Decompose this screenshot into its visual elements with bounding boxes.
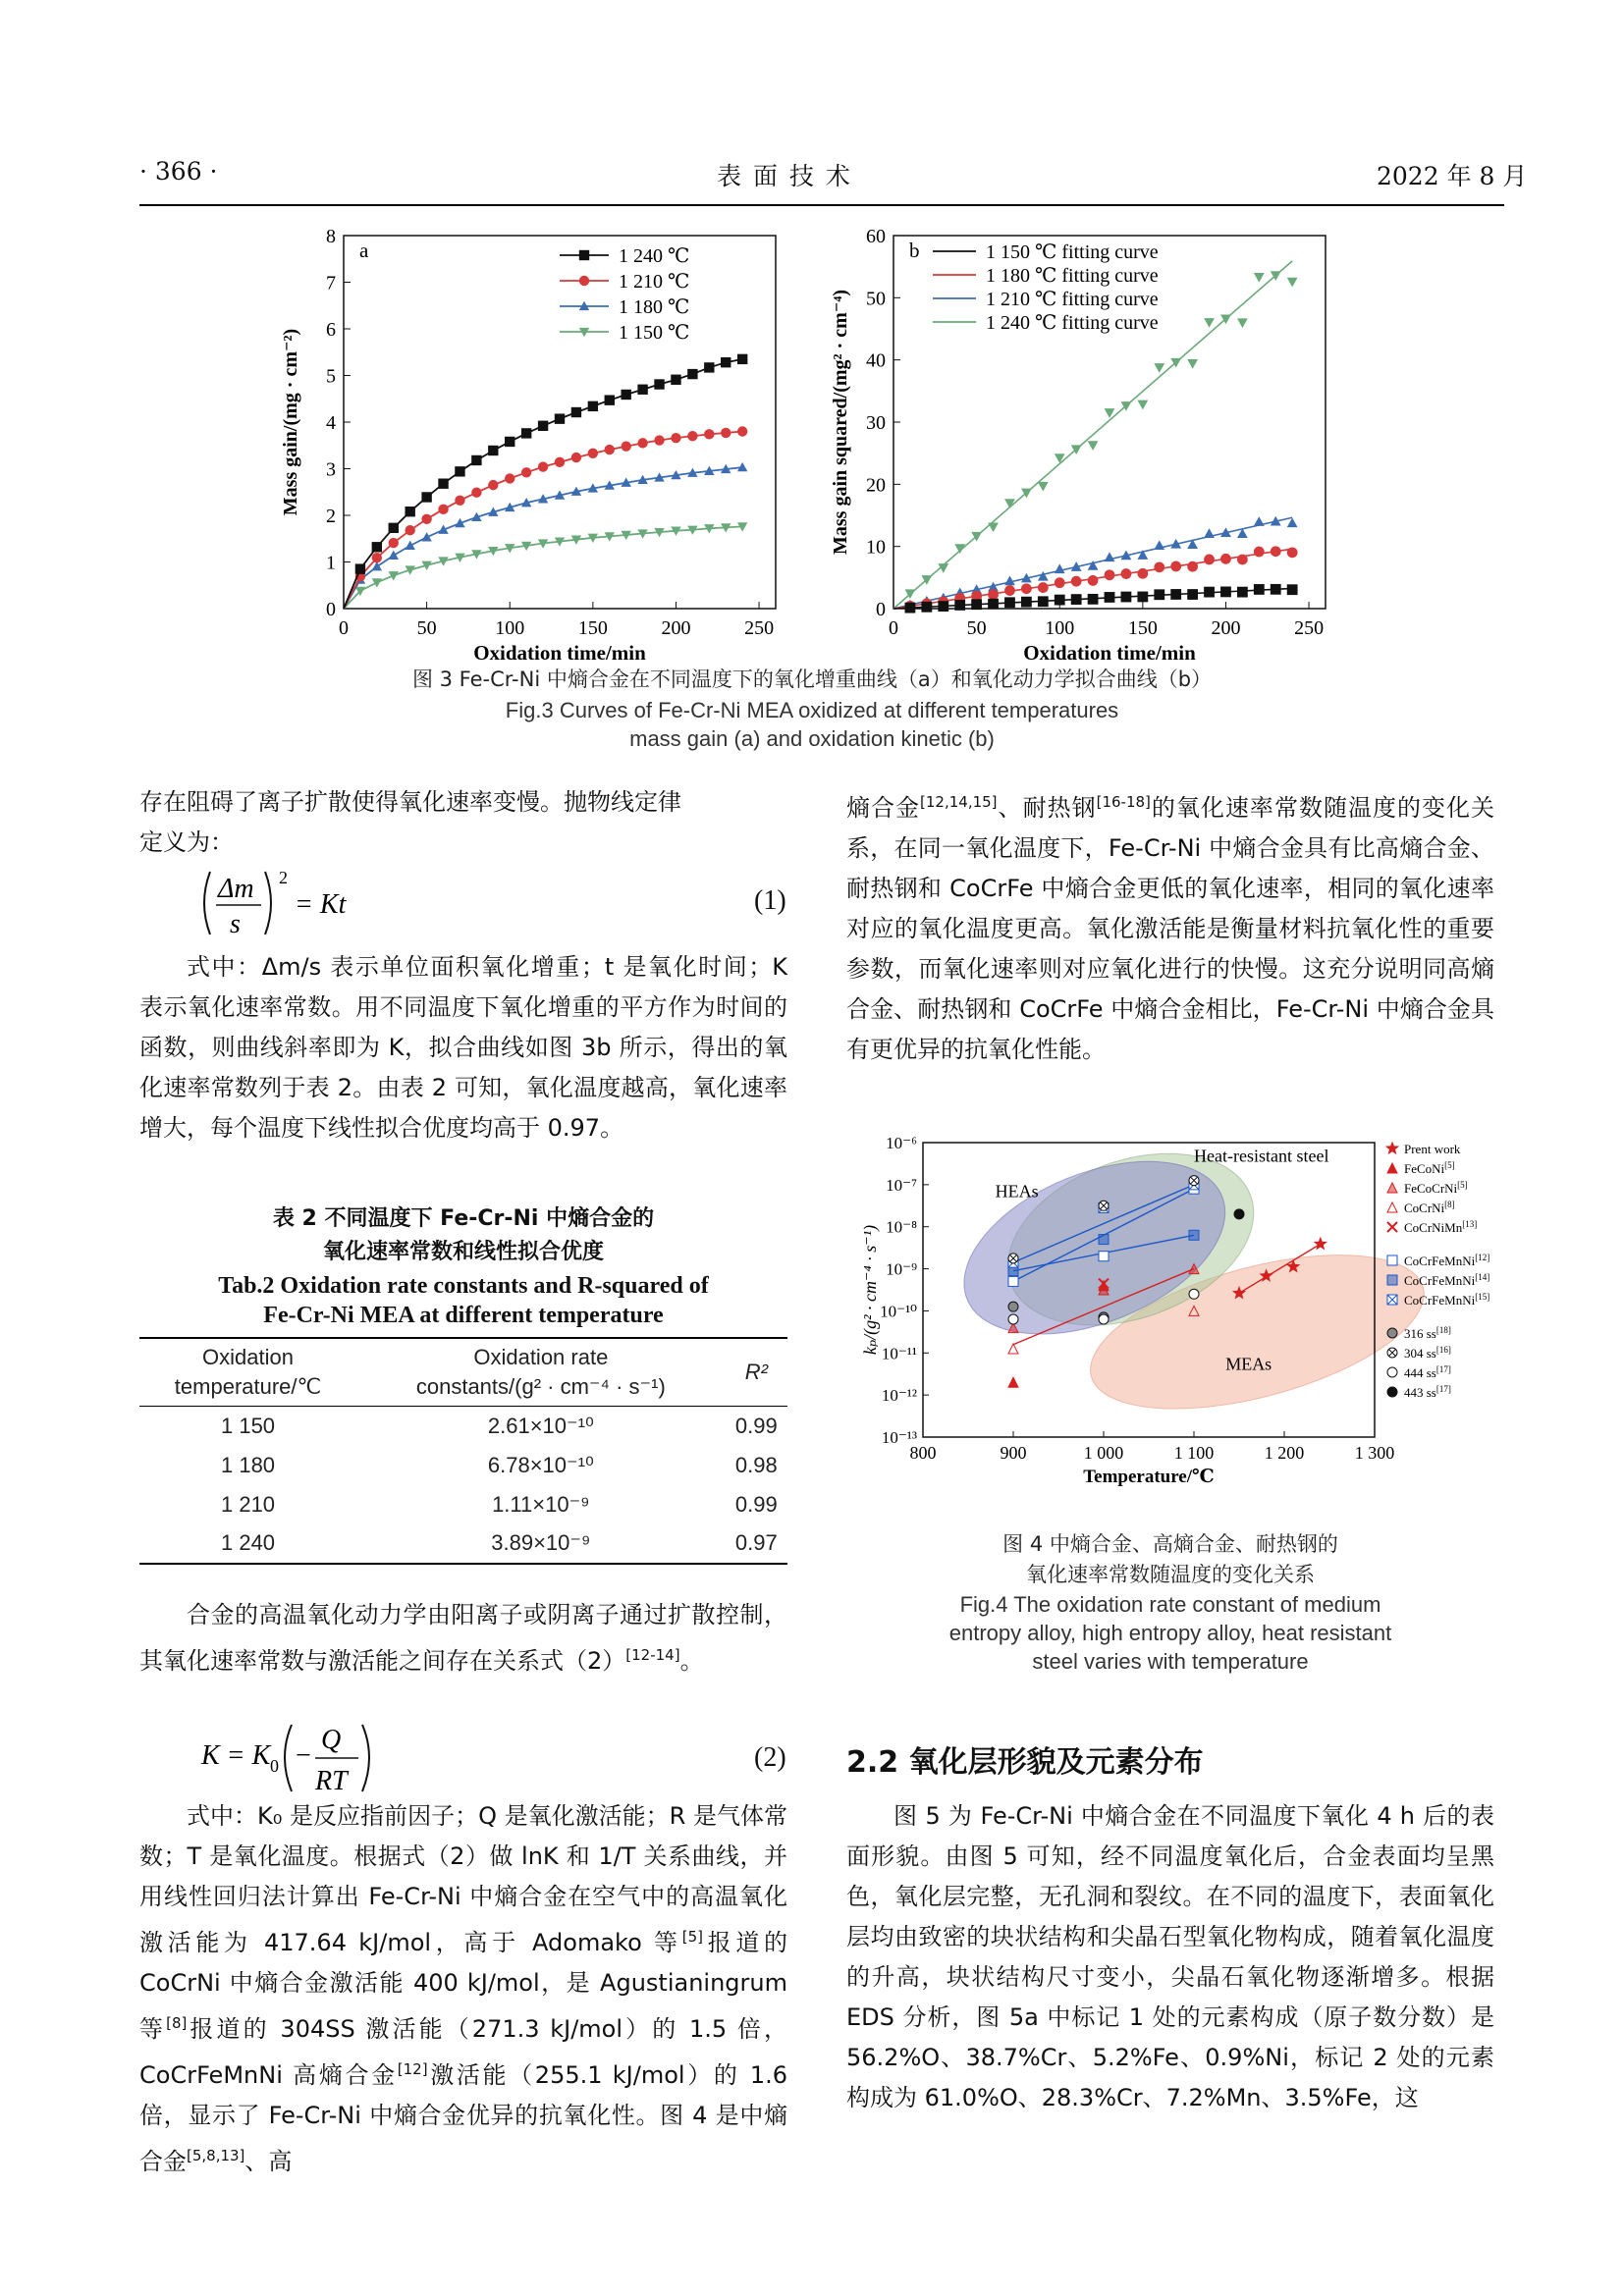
y-tick-label: 10 [866,536,886,559]
fig3b-chart [825,224,1335,665]
y-tick-label: 50 [866,288,886,310]
data-point [1254,584,1265,595]
data-point [555,413,565,423]
x-tick-label: 200 [661,617,691,639]
data-point [1237,318,1248,328]
fig3-caption-en-2: mass gain (a) and oxidation kinetic (b) [629,726,995,751]
data-point [1008,1377,1018,1387]
y-tick-label: 40 [866,349,886,372]
data-point [355,563,365,573]
legend-label: Prent work [1404,1142,1461,1156]
issue-date: 2022 年 8 月 [1377,162,1528,190]
fig4-caption-en-2: entropy alloy, high entropy alloy, heat resistant [948,1621,1392,1645]
series-line [344,359,742,609]
data-point [1021,597,1032,608]
data-point [1287,547,1298,558]
x-tick-label: 900 [1000,1443,1027,1463]
data-point [737,462,747,471]
data-point [1055,454,1065,463]
data-point [721,428,731,438]
svg-text:RT: RT [315,1766,348,1796]
data-point [1105,552,1115,561]
data-point [1237,555,1248,565]
data-point [1187,359,1198,369]
legend-label: CoCrNi[8] [1404,1200,1455,1215]
data-point [372,553,382,562]
data-point [1387,1328,1397,1338]
data-point [1237,587,1248,598]
data-point [521,467,531,477]
data-point [1088,441,1099,451]
y-tick-label: 7 [326,272,336,294]
data-point [971,599,982,610]
legend-label: FeCoNi[5] [1404,1160,1455,1176]
x-tick-label: 50 [416,617,437,639]
data-point [1234,1209,1244,1219]
data-point [687,431,697,441]
y-tick-label: 8 [326,226,336,247]
data-point [1254,516,1265,526]
eq1-numerator: Δm [218,874,254,904]
legend-label: CoCrFeMnNi[12] [1404,1253,1490,1268]
svg-text:= Kt: = Kt [295,889,347,920]
data-point [1099,1235,1109,1245]
data-point [1387,1255,1397,1265]
data-point [1105,592,1115,603]
data-point [1004,585,1015,596]
data-point [405,541,414,550]
data-point [1204,587,1215,598]
table2-title-zh-1: 表 2 不同温度下 Fe-Cr-Ni 中熵合金的 [272,1206,655,1231]
y-tick-label: 60 [866,226,886,247]
legend-ref: [8] [1444,1200,1455,1209]
data-point [1008,1276,1018,1286]
data-point [588,449,598,458]
data-point [488,446,498,455]
data-point [1055,563,1065,573]
data-point [588,401,598,411]
data-point [372,578,382,587]
fig4-caption-en-3: steel varies with temperature [1032,1649,1309,1674]
left-para-2: 式中：Δm/s 表示单位面积氧化增重；t 是氧化时间；K 表示氧化速率常数。用不同温度下氧化增重的平方作为时间的函数，则曲线斜率即为 K，拟合曲线如图 3b 所示，得出的氧化速率常数列于表 2。由表 2 可知，氧化温度越高，氧化速率增大，每个温度下线性拟合优度均高于 0.97。 [139,953,787,1142]
data-point [1271,584,1281,595]
data-point [405,507,414,516]
y-tick-label: 10⁻¹² [881,1386,917,1406]
x-tick-label: 150 [1127,617,1158,639]
data-point [1187,561,1198,572]
table2 [139,1337,787,1565]
data-point [405,525,414,535]
data-point [1189,1289,1199,1299]
fig3a-chart [275,224,805,665]
svg-text:2: 2 [279,868,288,887]
right-para-2: 图 5 为 Fe-Cr-Ni 中熵合金在不同温度下氧化 4 h 后的表面形貌。由图 5 可知，经不同温度氧化后，合金表面均呈黑色，氧化层完整，无孔洞和裂纹。在不同的温度下，表面氧化层均由致密的块状结构和尖晶石型氧化物构成，随着氧化温度的升高，块状结构尺寸变小，尖晶石氧化物逐渐增多。根据 EDS 分析，图 5a 中标记 1 处的元素构成（原子数分数）是 56.2%O、38.7%Cr、5.2%Fe、0.9%Ni，标记 2 处的元素构成为 61.0%O、28.3%Cr、7.2%Mn、3.5%Fe，这 [846,1802,1494,2111]
left-para-3: 合金的高温氧化动力学由阳离子或阴离子通过扩散控制，其氧化速率常数与激活能之间存在关系式（2）[12-14]。 [139,1601,787,1675]
region-label-heas: HEAs [995,1181,1039,1201]
fig4-caption-en-1: Fig.4 The oxidation rate constant of medium [959,1592,1381,1617]
legend-label: 443 ss[17] [1404,1384,1451,1400]
series-line [344,432,742,610]
table-row: 1 180 6.78×10⁻¹⁰ 0.98 [220,1452,778,1477]
y-tick-label: 4 [326,412,336,434]
data-point [1071,594,1082,605]
data-point [1254,273,1265,283]
data-point [1154,589,1164,600]
page-number: · 366 · [139,157,218,186]
data-point [579,276,589,286]
fig3-caption-zh: 图 3 Fe-Cr-Ni 中熵合金在不同温度下的氧化增重曲线（a）和氧化动力学拟合曲线（b） [411,667,1213,691]
y-axis-label: Mass gain/(mg · cm⁻²) [280,328,301,516]
x-axis-label: Oxidation time/min [473,641,646,665]
legend-ref: [5] [1457,1180,1468,1190]
data-point [988,522,999,532]
y-axis-label: kₚ/(g² · cm⁻⁴ · s⁻¹) [860,1224,880,1356]
svg-text:−: − [296,1740,311,1771]
data-point [1387,1367,1397,1377]
data-point [505,437,514,447]
data-point [1154,561,1164,572]
data-point [671,375,680,385]
legend-label: 1 240 ℃ [619,245,690,267]
data-point [1154,540,1164,550]
data-point [1387,1163,1397,1173]
data-point [471,455,481,465]
data-point [654,435,664,445]
data-point [954,600,965,611]
legend-label: 316 ss[18] [1404,1325,1451,1341]
y-tick-label: 10⁻⁷ [886,1175,917,1195]
data-point [1387,1387,1397,1397]
data-point [654,379,664,389]
data-point [1008,1314,1018,1324]
data-point [455,496,464,506]
data-point [421,532,431,541]
legend-ref: [12] [1475,1253,1490,1262]
data-point [1387,1222,1397,1232]
right-para-1: 熵合金[12,14,15]、耐热钢[16-18]的氧化速率常数随温度的变化关系，在同一氧化温度下，Fe-Cr-Ni 中熵合金具有比高熵合金、耐热钢和 CoCrFe 中熵合金更低的氧化速率，相同的氧化速率对应的氧化温度更高。氧化激活能是衡量材料抗氧化性的重要参数，而氧化速率则对应氧化进行的快慢。这充分说明同高熵合金、耐热钢和 CoCrFe 中熵合金相比，Fe-Cr-Ni 中熵合金具有更优异的抗氧化性能。 [846,793,1495,1063]
data-point [737,426,747,436]
data-point [1287,584,1298,595]
table2-header-rate: Oxidation rate constants/(g² · cm⁻⁴ · s⁻¹) [356,1338,726,1407]
data-point [1055,577,1065,588]
data-point [921,602,932,613]
x-axis-label: Temperature/℃ [1083,1467,1215,1487]
data-point [389,551,399,560]
data-point [455,466,464,476]
data-point [1099,1252,1109,1261]
data-point [1170,589,1181,600]
y-tick-label: 10⁻⁹ [886,1259,917,1279]
data-point [605,395,615,404]
x-tick-label: 1 200 [1264,1443,1305,1463]
legend-ref: [5] [1444,1160,1455,1170]
equation-1-number: (1) [754,885,786,916]
y-tick-label: 0 [876,599,886,620]
data-point [988,599,999,610]
data-point [488,480,498,490]
data-point [1220,587,1231,598]
data-point [1038,582,1049,593]
legend-ref: [18] [1435,1325,1451,1335]
legend-ref: [16] [1435,1345,1451,1355]
table2-header-r2: R² [726,1338,787,1407]
data-point [1189,1230,1199,1240]
region-label-meas: MEAs [1225,1354,1272,1374]
x-tick-label: 50 [966,617,987,639]
table2-title-en-2: Fe-Cr-Ni MEA at different temperature [263,1303,664,1328]
y-tick-label: 10⁻¹⁰ [880,1302,917,1321]
data-point [1254,547,1265,558]
data-point [1021,583,1032,594]
data-point [1220,554,1231,564]
data-point [1137,592,1148,603]
left-para-1: 存在阻碍了离子扩散使得氧化速率变慢。抛物线定律 定义为： [139,788,681,856]
legend-label: 1 240 ℃ fitting curve [986,312,1159,334]
x-tick-label: 100 [1045,617,1075,639]
data-point [1137,400,1148,410]
data-point [579,250,589,260]
fig4-caption-zh-2: 氧化速率常数随温度的变化关系 [1026,1563,1315,1586]
data-point [1099,1314,1109,1324]
data-point [737,354,747,364]
data-point [605,445,615,454]
x-tick-label: 1 300 [1354,1443,1395,1463]
fig4-caption-zh-1: 图 4 中熵合金、高熵合金、耐热钢的 [1002,1532,1338,1556]
data-point [389,571,399,580]
data-point [555,457,565,467]
legend-ref: [14] [1475,1272,1490,1282]
legend-label: 1 210 ℃ [619,271,690,293]
data-point [1314,1237,1327,1251]
data-point [505,473,514,483]
legend-label: CoCrFeMnNi[15] [1404,1292,1490,1308]
data-point [905,603,916,614]
panel-label: b [909,239,920,262]
data-point [1137,568,1148,579]
x-tick-label: 0 [889,617,898,639]
equation-2-number: (2) [754,1742,786,1773]
equation-2 [201,1713,398,1801]
table-row: 1 150 2.61×10⁻¹⁰ 0.99 [220,1413,778,1438]
data-point [1187,589,1198,600]
legend-label: 1 150 ℃ [619,322,690,344]
x-tick-label: 250 [744,617,775,639]
data-point [621,442,630,452]
y-tick-label: 20 [866,474,886,497]
table2-header-temp: Oxidation temperature/℃ [139,1338,356,1407]
eq1-denominator: s [230,909,241,939]
left-para-4: 式中：K₀ 是反应指前因子；Q 是氧化激活能；R 是气体常数；T 是氧化温度。根据式（2）做 lnK 和 1/T 关系曲线，并用线性回归法计算出 Fe-Cr-Ni 中熵合金在空气中的高温氧化激活能为 417.64 kJ/mol，高于 Adomako 等[5]报道的 CoCrNi 中熵合金激活能 400 kJ/mol，是 Agustianingrum 等[8]报道的 304SS 激活能（271.3 kJ/mol）的 1.5 倍，CoCrFeMnNi 高熵合金[12]激活能（255.1 kJ/mol）的 1.6 倍，显示了 Fe-Cr-Ni 中熵合金优异的抗氧化性。图 4 是中熵合金[5,8,13]、高 [139,1802,787,2175]
data-point [988,589,999,600]
data-point [671,433,680,443]
x-axis-label: Oxidation time/min [1023,641,1196,665]
legend-label: CoCrFeMnNi[14] [1404,1272,1490,1288]
data-point [938,601,948,612]
data-point [1170,561,1181,572]
legend-label: FeCoCrNi[5] [1404,1180,1468,1196]
journal-name: 表 面 技 术 [717,162,852,190]
fig3-caption-en-1: Fig.3 Curves of Fe-Cr-Ni MEA oxidized at different temperatures [505,698,1119,722]
y-tick-label: 10⁻⁶ [886,1134,917,1152]
data-point [538,421,548,431]
series-line [344,526,742,609]
data-point [1105,569,1115,580]
y-tick-label: 2 [326,506,336,527]
data-point [1154,363,1164,373]
data-point [389,523,399,533]
section-heading-2-2: 2.2 氧化层形貌及元素分布 [846,1745,1204,1780]
region-label-steel: Heat-resistant steel [1194,1146,1329,1166]
data-point [1204,555,1215,565]
data-point [521,428,531,438]
data-point [571,407,581,417]
data-point [1287,278,1298,288]
data-point [538,461,548,471]
data-point [438,505,448,514]
data-point [389,538,399,548]
data-point [1038,482,1049,492]
data-point [1008,1302,1018,1311]
x-tick-label: 150 [577,617,608,639]
data-point [1121,568,1132,579]
legend-label: 1 210 ℃ fitting curve [986,289,1159,310]
data-point [1204,528,1215,538]
data-point [1204,318,1215,328]
data-point [372,542,382,552]
y-axis-label: Mass gain squared/(mg² · cm⁻⁴) [830,290,851,555]
x-tick-label: 250 [1294,617,1325,639]
x-tick-label: 1 000 [1083,1443,1124,1463]
data-point [1385,1142,1399,1155]
data-point [1004,597,1015,608]
legend-label: 444 ss[17] [1404,1364,1451,1380]
data-point [1071,576,1082,587]
table-row: 1 210 1.11×10⁻⁹ 0.99 [220,1491,778,1517]
y-tick-label: 3 [326,458,336,481]
legend-ref: [17] [1435,1384,1451,1394]
data-point [438,479,448,489]
data-point [571,453,581,462]
y-tick-label: 10⁻⁸ [886,1217,917,1237]
data-point [687,369,697,379]
y-tick-label: 10⁻¹³ [881,1428,917,1447]
data-point [621,390,630,400]
legend-ref: [17] [1435,1364,1451,1374]
y-tick-label: 5 [326,365,336,388]
x-tick-label: 1 100 [1173,1443,1215,1463]
data-point [637,385,647,395]
x-tick-label: 0 [339,617,349,639]
data-point [1121,592,1132,603]
data-point [1038,596,1049,607]
data-point [1088,575,1099,586]
table2-title-en-1: Tab.2 Oxidation rate constants and R-squared of [218,1273,709,1299]
y-tick-label: 6 [326,319,336,341]
y-tick-label: 0 [326,599,336,620]
legend-label: 1 150 ℃ fitting curve [986,241,1159,263]
x-tick-label: 100 [495,617,525,639]
legend-label: 1 180 ℃ [619,296,690,318]
data-point [704,362,714,372]
panel-label: a [359,239,369,262]
equation-1 [196,864,373,942]
data-point [1088,594,1099,605]
table-row: 1 240 3.89×10⁻⁹ 0.97 [139,1524,787,1564]
data-point [954,544,965,554]
data-point [471,488,481,498]
data-point [421,514,431,524]
svg-text:K = K: K = K [201,1740,271,1771]
x-tick-label: 800 [909,1443,937,1463]
legend-ref: [13] [1462,1219,1478,1229]
series-line [344,467,742,609]
fig4-chart [854,1109,1490,1502]
legend-ref: [15] [1475,1292,1490,1302]
data-point [1387,1202,1397,1212]
data-point [637,438,647,448]
svg-text:Q: Q [321,1725,342,1755]
data-point [1008,1344,1018,1354]
x-tick-label: 200 [1211,617,1241,639]
data-point [1271,546,1281,557]
data-point [704,429,714,439]
data-point [1387,1275,1397,1285]
y-tick-label: 30 [866,412,886,434]
y-tick-label: 10⁻¹¹ [881,1344,917,1363]
data-point [1387,1183,1397,1193]
data-point [721,357,731,367]
table2-title-zh-2: 氧化速率常数和线性拟合优度 [322,1240,604,1264]
legend-label: 1 180 ℃ fitting curve [986,265,1159,287]
y-tick-label: 1 [326,552,336,574]
data-point [421,492,431,502]
data-point [1055,595,1065,606]
legend-label: CoCrNiMn[13] [1404,1219,1478,1235]
legend-label: 304 ss[16] [1404,1345,1451,1361]
header-rule [139,204,1504,206]
svg-text:0: 0 [270,1756,279,1776]
